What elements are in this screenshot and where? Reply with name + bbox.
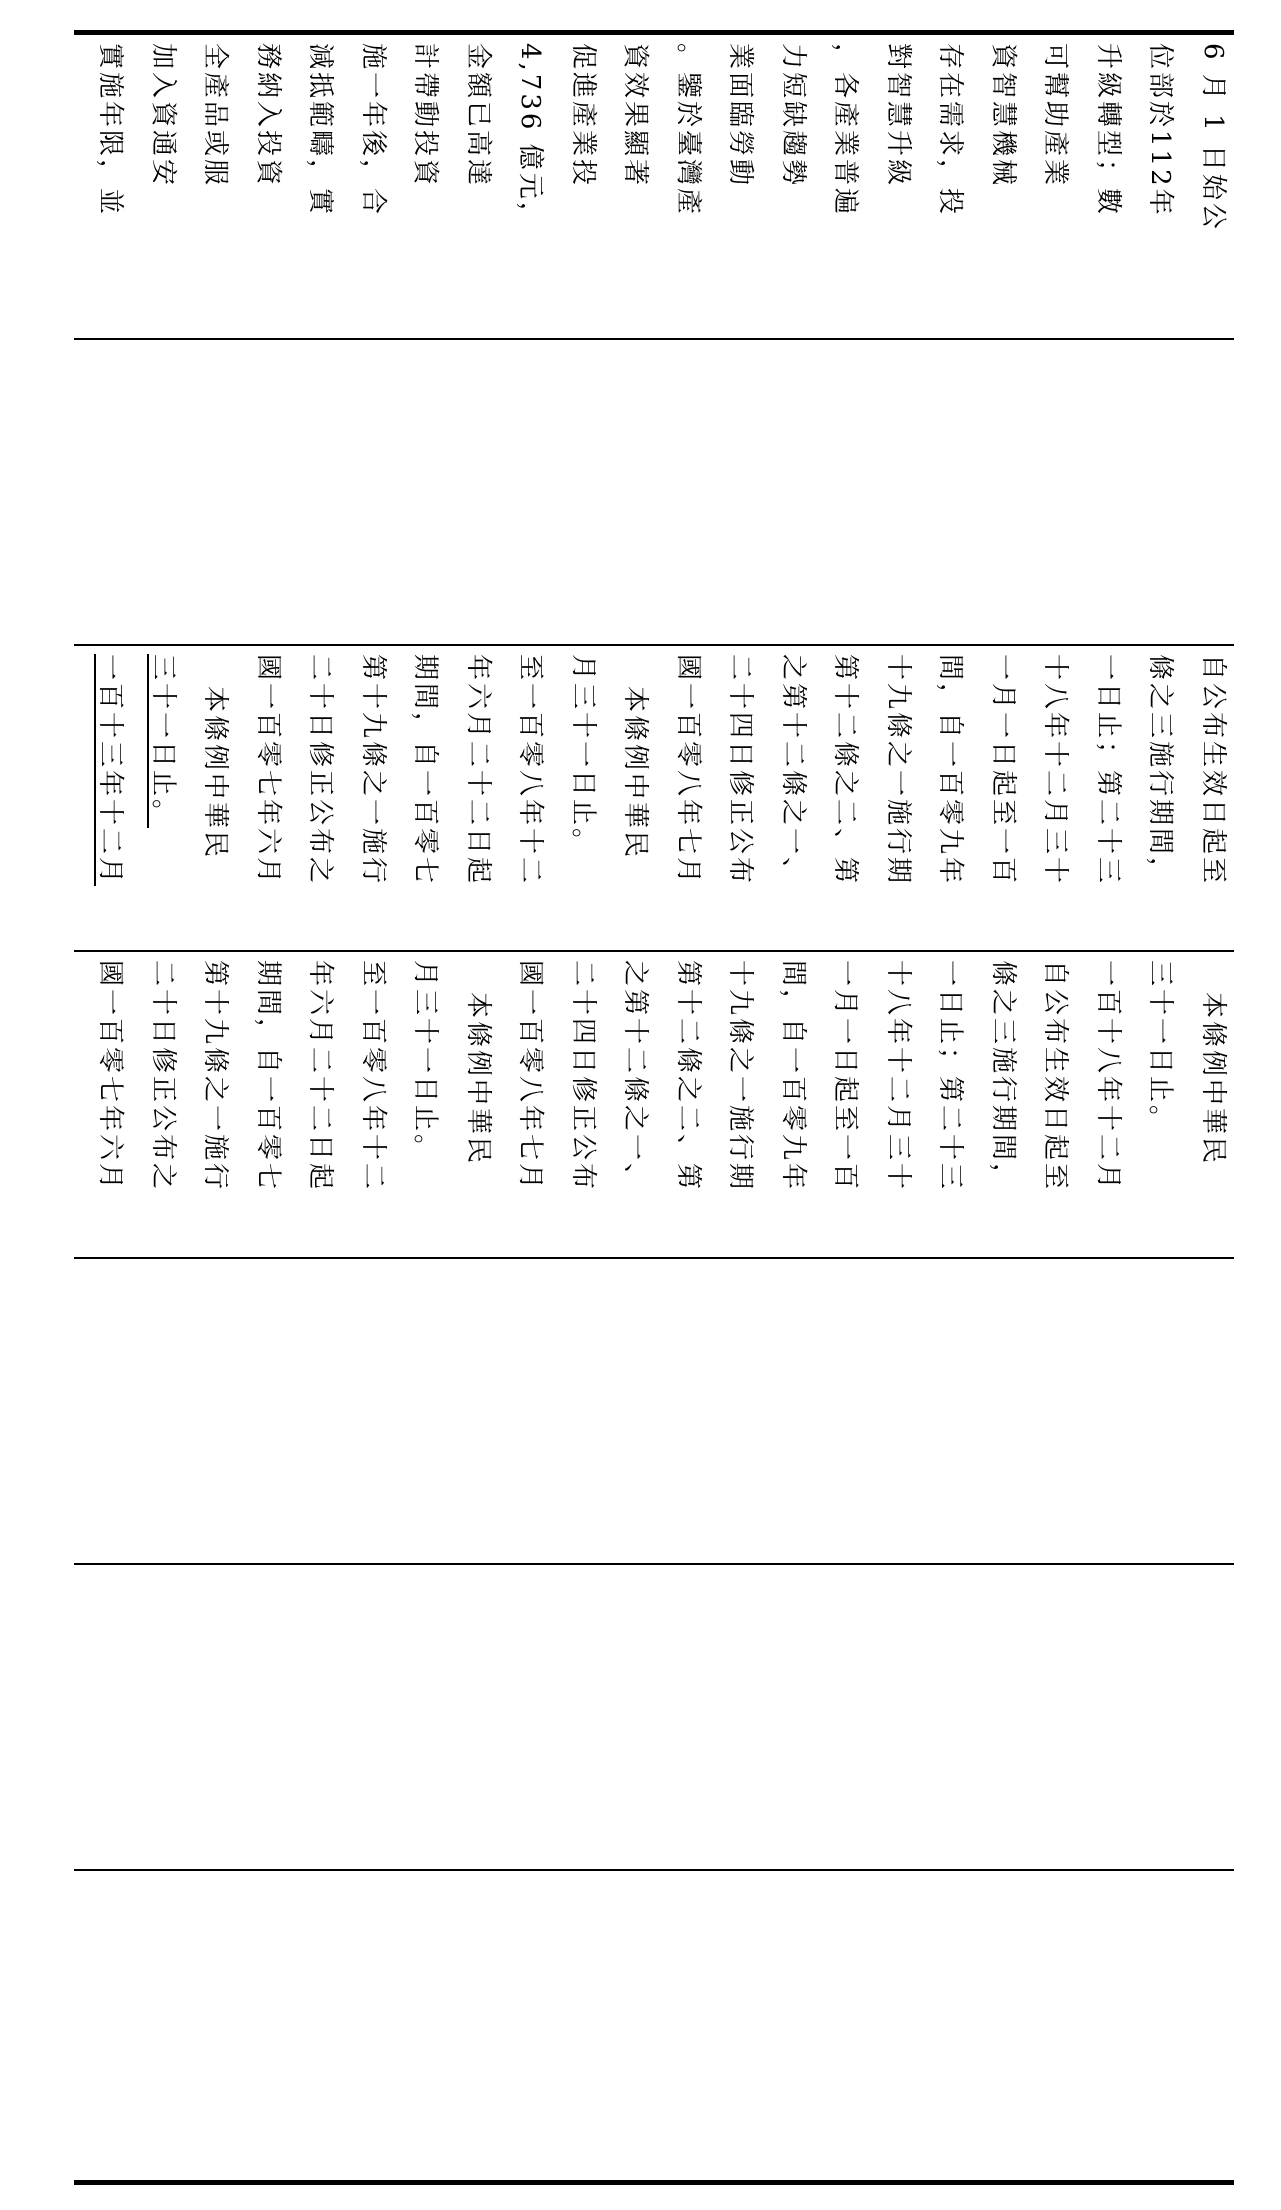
text-line-content: 。鑒於臺灣產 (672, 43, 703, 218)
text-line (1086, 646, 1130, 950)
text-line-content: 期間，自一百零七 (252, 960, 283, 1193)
text-line (981, 35, 1025, 338)
text-line (1191, 35, 1235, 338)
text-line (718, 646, 762, 950)
text-line-content: 本條例中華民 (200, 686, 230, 861)
text-line (246, 952, 290, 1257)
text-line-content: 計帶動投資 (410, 43, 440, 189)
text-line-content: 二十日修正公布之 (305, 654, 335, 887)
text-line (981, 646, 1025, 950)
text-line (351, 646, 395, 950)
text-line (613, 35, 657, 338)
text-line (298, 646, 342, 950)
text-line (246, 646, 290, 950)
text-line-content: 施一年後，合 (357, 43, 388, 218)
text-line (876, 35, 920, 338)
text-line-content: 十八年十二月三十 (882, 960, 913, 1193)
text-line-content: 4,736 億元， (515, 43, 545, 231)
text-line-content: 促進產業投 (567, 43, 598, 189)
text-line-content: 一日止；第二十三 (935, 960, 965, 1193)
text-line (88, 646, 132, 950)
text-line-content: 存在需求，投 (935, 43, 965, 218)
text-line (613, 646, 657, 950)
text-line-content: 可幫助產業 (1040, 43, 1070, 189)
text-line-content: 條之三施行期間， (1145, 654, 1175, 887)
text-line-content: 本條例中華民 (620, 686, 650, 861)
text-line-content: 本條例中華民 (1197, 992, 1228, 1167)
text-line (88, 35, 132, 338)
text-line (1033, 35, 1077, 338)
text-line (456, 952, 500, 1257)
text-line (561, 646, 605, 950)
text-line (1086, 952, 1130, 1257)
text-line (1138, 35, 1182, 338)
text-line (1138, 646, 1182, 950)
text-line-content: 第十二條之二、第 (830, 654, 860, 887)
text-line (508, 35, 552, 338)
text-line-content: 二十日修正公布之 (147, 960, 178, 1193)
text-line-content: 之第十二條之一、 (777, 654, 808, 887)
text-line (403, 35, 447, 338)
text-line-content: 全產品或服 (200, 43, 230, 189)
text-line (193, 646, 237, 950)
text-line-content: 年六月二十二日起 (462, 654, 493, 887)
text-line-content: 第十二條之二、第 (672, 960, 703, 1193)
text-line-content: 金額已高達 (462, 43, 493, 189)
text-line-content: 業面臨勞動 (725, 43, 755, 189)
text-line-content: 十八年十二月三十 (1040, 654, 1070, 887)
text-line-content: 本條例中華民 (462, 992, 493, 1167)
text-line-content: 位部於112年 (1145, 43, 1175, 218)
text-line (246, 35, 290, 338)
text-line-content: 自公布生效日起至 (1197, 654, 1228, 887)
text-line (141, 35, 185, 338)
text-line (613, 952, 657, 1257)
text-line (876, 952, 920, 1257)
text-line-content: 國一百零八年七月 (515, 960, 545, 1193)
text-line-content: 二十四日修正公布 (725, 654, 755, 887)
text-line-content: 自公布生效日起至 (1040, 960, 1070, 1193)
text-line (981, 952, 1025, 1257)
text-line-content: 一月一日起至一百 (987, 654, 1018, 887)
text-line (823, 646, 867, 950)
table-row (74, 646, 1234, 950)
text-line-content: 減抵範疇，實 (305, 43, 335, 218)
text-line-content: 資智慧機械 (987, 43, 1018, 189)
text-line-content: 十九條之一施行期 (725, 960, 755, 1193)
text-line (823, 35, 867, 338)
text-line (1191, 646, 1235, 950)
text-line (1033, 646, 1077, 950)
text-line-content: 資效果顯著 (620, 43, 650, 189)
text-line-content: 月三十一日止。 (410, 960, 440, 1164)
text-line-content: 國一百零七年六月 (252, 654, 283, 887)
text-line (403, 646, 447, 950)
text-line (351, 35, 395, 338)
text-line-content: 期間，自一百零七 (410, 654, 440, 887)
table-row (74, 35, 1234, 338)
text-line-content: 之第十二條之一、 (620, 960, 650, 1193)
text-line (718, 35, 762, 338)
text-line-content: 年六月二十二日起 (305, 960, 335, 1193)
table-row (74, 1565, 1234, 1869)
text-line (666, 35, 710, 338)
text-line-content: 條之三施行期間， (987, 960, 1018, 1193)
text-line-content: 至一百零八年十二 (357, 960, 388, 1193)
text-line (1033, 952, 1077, 1257)
text-line (928, 952, 972, 1257)
table-row (74, 1871, 1234, 2180)
text-line (771, 646, 815, 950)
text-line (508, 952, 552, 1257)
text-line-content: 對智慧升級 (882, 43, 913, 189)
text-line (928, 35, 972, 338)
text-line (1191, 952, 1235, 1257)
text-line-content: 6 月 1 日始公 (1197, 43, 1228, 232)
table-row (74, 340, 1234, 644)
text-line-content: 一百十八年十二月 (1092, 960, 1123, 1193)
text-line (876, 646, 920, 950)
text-line-content: 十九條之一施行期 (882, 654, 913, 887)
text-line-content: 升級轉型；數 (1092, 43, 1123, 218)
text-line (351, 952, 395, 1257)
text-line (561, 952, 605, 1257)
text-line (456, 646, 500, 950)
text-line-content: 二十四日修正公布 (567, 960, 598, 1193)
text-line (298, 35, 342, 338)
table-row (74, 1259, 1234, 1563)
text-line (193, 35, 237, 338)
text-line-content: 間，自一百零九年 (935, 654, 965, 887)
text-line (666, 952, 710, 1257)
text-line-content: 國一百零八年七月 (672, 654, 703, 887)
text-line-content: 國一百零七年六月 (95, 960, 125, 1193)
text-line-content: 三十一日止。 (147, 654, 178, 829)
document-page (74, 30, 1234, 2185)
text-line (1086, 35, 1130, 338)
text-line (666, 646, 710, 950)
bottom-rule (74, 2180, 1234, 2185)
text-line-content: 加入資通安 (147, 43, 178, 189)
text-line-content: 三十一日止。 (1145, 960, 1175, 1135)
text-line-content: 一月一日起至一百 (830, 960, 860, 1193)
text-line-content: 至一百零八年十二 (515, 654, 545, 887)
text-line (771, 35, 815, 338)
text-line-content: 第十九條之一施行 (200, 960, 230, 1193)
text-line (928, 646, 972, 950)
table-row (74, 952, 1234, 1257)
text-line (561, 35, 605, 338)
text-line-content: 第十九條之一施行 (357, 654, 388, 887)
text-line-content: 間，自一百零九年 (777, 960, 808, 1193)
text-line (456, 35, 500, 338)
text-line (298, 952, 342, 1257)
text-line-content: 一日止；第二十三 (1092, 654, 1123, 887)
text-line-content: 月三十一日止。 (567, 654, 598, 858)
text-line-content: 一百十三年十二月 (95, 654, 125, 887)
text-line-content: 實施年限，並 (95, 43, 125, 218)
text-line (141, 646, 185, 950)
text-line-content: 力短缺趨勢 (777, 43, 808, 189)
text-line-content: 務納入投資 (252, 43, 283, 189)
text-line (1138, 952, 1182, 1257)
text-line (771, 952, 815, 1257)
text-line (403, 952, 447, 1257)
text-line (141, 952, 185, 1257)
text-line (88, 952, 132, 1257)
text-line (823, 952, 867, 1257)
text-line-content: ，各產業普遍 (830, 43, 860, 218)
text-line (508, 646, 552, 950)
text-line (718, 952, 762, 1257)
text-line (193, 952, 237, 1257)
